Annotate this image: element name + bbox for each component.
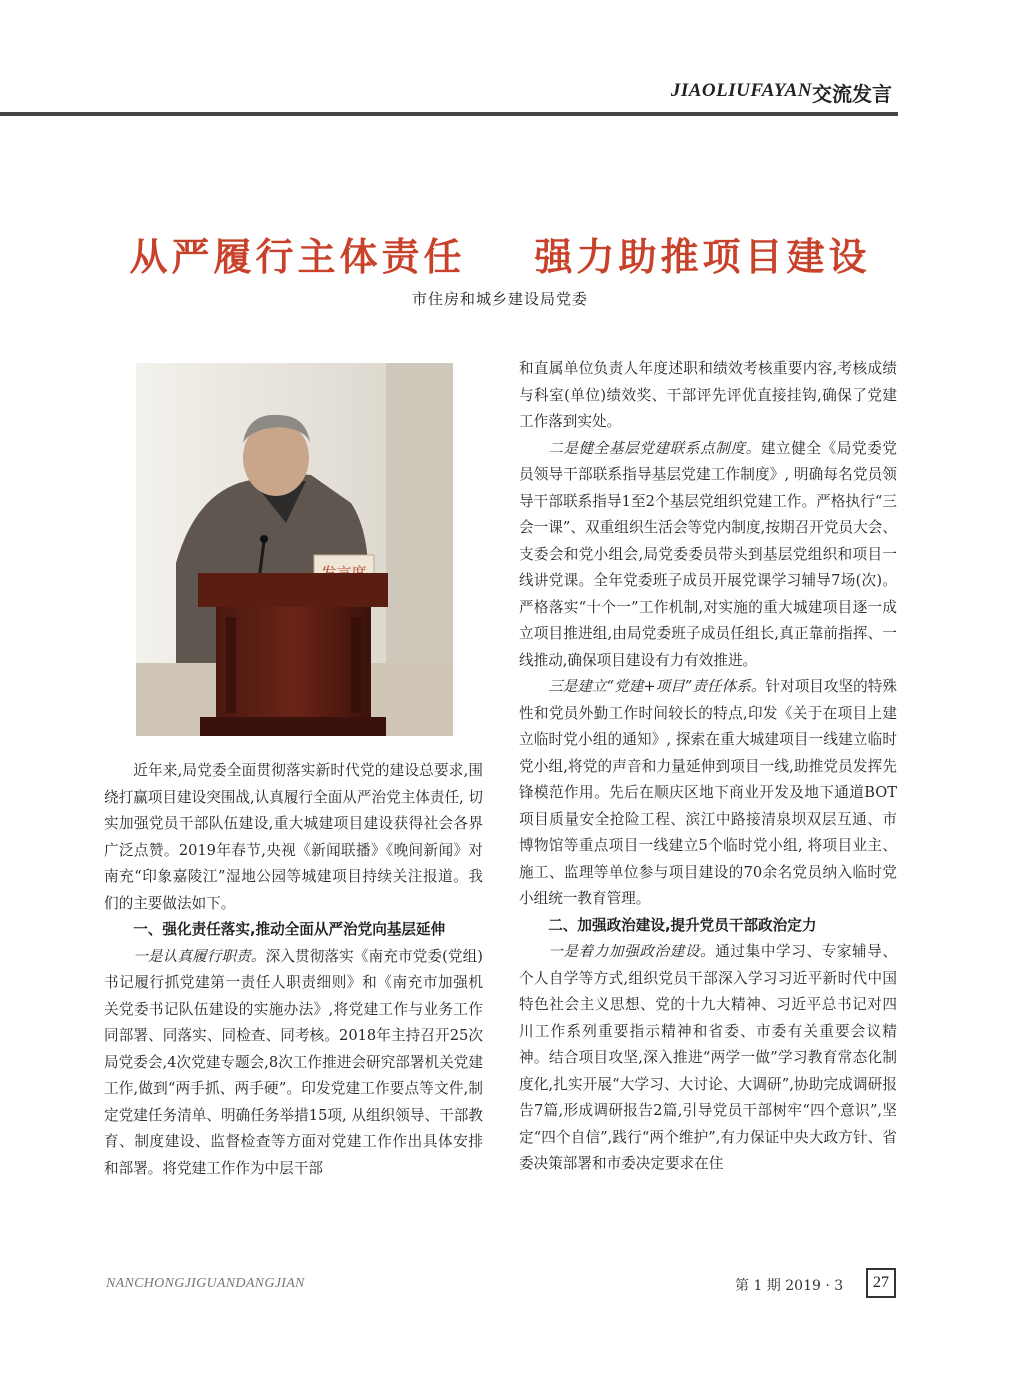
- paragraph-project-system: [519, 674, 897, 913]
- paragraph-political-body: 通过集中学习、专家辅导、个人自学等方式,组织党员干部深入学习习近平新时代中国特色社会主义思想、党的十九大精神、习近平总书记对四川工作系列重要指示精神和省委、市委有关重要会议精神。结合项目攻坚,深入推进“两学一做”学习教育常态化制度化,扎实开展“大学习、大讨论、大调研”,协助完成调研报告7篇,形成调研报告2篇,引导党员干部树牢“四个意识”,坚定“四个自信”,践行“两个维护”,有力保证中央大政方针、省委决策部署和市委决定要求在住: [519, 943, 897, 1172]
- paragraph-project-lead: 三是建立“党建+项目”责任体系。: [548, 678, 766, 695]
- paragraph-continued: 和直属单位负责人年度述职和绩效考核重要内容,考核成绩与科室(单位)绩效奖、干部评先评优直接挂钩,确保了党建工作落到实处。: [519, 360, 897, 430]
- paragraph-contact-system: [519, 436, 897, 675]
- left-column: [104, 758, 483, 1182]
- intro-paragraph: 近年来,局党委全面贯彻落实新时代党的建设总要求,围绕打赢项目建设突围战,认真履行全面从严治党主体责任, 切实加强党员干部队伍建设,重大城建项目建设获得社会各界广泛点赞。2019年春节,央视《新闻联播》《晚间新闻》对南充“印象嘉陵江”湿地公园等城建项目持续关注报道。我们的主要做法如下。: [104, 762, 483, 912]
- paragraph-contact-lead: 二是健全基层党建联系点制度。: [548, 439, 761, 457]
- running-header-cn: 交流发言: [812, 82, 892, 106]
- page-number: 27: [866, 1268, 896, 1298]
- paragraph-political: [519, 939, 897, 1178]
- paragraph-duty-lead: 一是认真履行职责。: [133, 947, 266, 965]
- speaker-photo: [136, 363, 453, 736]
- running-header: [0, 74, 898, 110]
- paragraph-contact-body: 建立健全《局党委党员领导干部联系指导基层党建工作制度》, 明确每名党员领导干部联系指导1至2个基层党组织党建工作。严格执行“三会一课”、双重组织生活会等党内制度,按期召开党员大会、支委会和党小组会,局党委委员带头到基层党组织和项目一线讲党课。全年党委班子成员开展党课学习辅导7场(次)。严格落实“十个一”工作机制,对实施的重大城建项目逐一成立项目推进组,由局党委班子成员任组长,真正靠前指挥、一线推动,确保项目建设有力有效推进。: [519, 439, 897, 669]
- paragraph-duty: [104, 944, 483, 1183]
- paragraph-duty-body: 深入贯彻落实《南充市党委(党组)书记履行抓党建第一责任人职责细则》和《南充市加强机关党委书记队伍建设的实施办法》,将党建工作与业务工作同部署、同落实、同检查、同考核。2018年主持召开25次局党委会,4次党建专题会,8次工作推进会研究部署机关党建工作,做到“两手抓、两手硬”。印发党建工作要点等文件,制定党建任务清单、明确任务举措15项, 从组织领导、干部教育、制度建设、监督检查等方面对党建工作作出具体安排和部署。将党建工作作为中层干部: [104, 947, 483, 1177]
- running-header-en: JIAOLIUFAYAN: [670, 80, 812, 101]
- right-column: [519, 356, 897, 1178]
- section1-heading: 一、强化责任落实,推动全面从严治党向基层延伸: [133, 921, 446, 938]
- footer-issue: 第 1 期 2019 · 3: [735, 1278, 844, 1294]
- footer-journal-name: NANCHONGJIGUANDANGJIAN: [106, 1276, 305, 1291]
- article-author: 市住房和城乡建设局党委: [411, 290, 588, 308]
- paragraph-political-lead: 一是着力加强政治建设。: [548, 943, 716, 960]
- paragraph-project-body: 针对项目攻坚的特殊性和党员外勤工作时间较长的特点,印发《关于在项目上建立临时党小组的通知》, 探索在重大城建项目一线建立临时党小组,将党的声音和力量延伸到项目一线,助推党员发挥先锋模范作用。先后在顺庆区地下商业开发及地下通道BOT项目质量安全抢险工程、滨江中路接清泉坝双层互通、市博物馆等重点项目一线建立5个临时党小组, 将项目业主、施工、监理等单位参与项目建设的70余名党员纳入临时党小组统一教育管理。: [519, 678, 897, 907]
- speaker-at-podium-illustration: [136, 363, 453, 736]
- section2-heading: 二、加强政治建设,提升党员干部政治定力: [548, 916, 817, 934]
- header-rule: [0, 112, 898, 116]
- article-title: 从严履行主体责任 强力助推项目建设: [129, 234, 871, 279]
